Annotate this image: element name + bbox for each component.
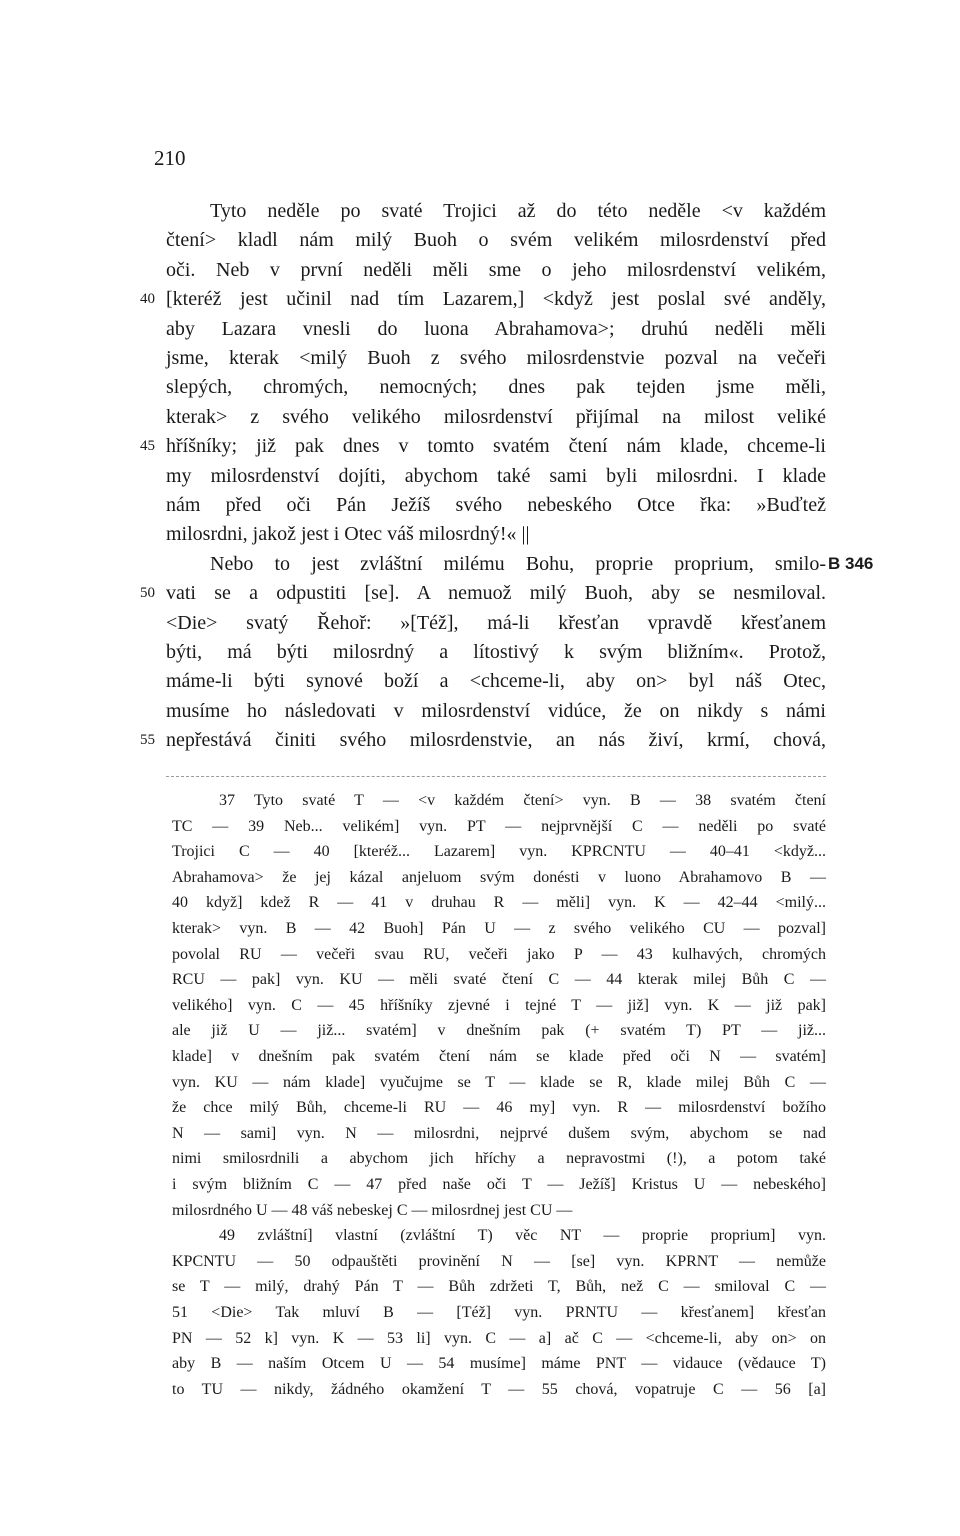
line-number: 40 — [140, 291, 155, 307]
footnote-line: 51 <Die> Tak mluví B — [Též] vyn. PRNTU — křesťanem] křesťan — [172, 1304, 826, 1321]
text-line: Tyto neděle po svaté Trojici až do této neděle <v každém — [210, 200, 826, 222]
footnote-line: i svým bližním C — 47 před naše oči T — Ježíš] Kristus U — nebeského] — [172, 1176, 826, 1193]
text-line: slepých, chromých, nemocných; dnes pak tejden jsme měli, — [166, 376, 826, 398]
text-line: čtení> kladl nám milý Buoh o svém velikém milosrdenství před — [166, 229, 826, 251]
footnote-line: se T — milý, drahý Pán T — Bůh zdržeti T, Bůh, než C — smiloval C — — [172, 1278, 826, 1295]
text-line: jsme, kterak <milý Buoh z svého milosrdenstvie pozval na večeři — [166, 347, 826, 369]
footnote-line: Trojici C — 40 [kteréž... Lazarem] vyn. KPRCNTU — 40–41 <když... — [172, 843, 826, 860]
line-number: 50 — [140, 585, 155, 601]
footnote-rule — [166, 776, 826, 777]
text-line: <Die> svatý Řehoř: »[Též], má-li křesťan vpravdě křesťanem — [166, 612, 826, 634]
text-line: hříšníky; již pak dnes v tomto svatém čtení nám klade, chceme-li — [166, 435, 826, 457]
text-line: Nebo to jest zvláštní milému Bohu, proprie proprium, smilo- — [210, 553, 826, 575]
footnote-line: nimi smilosrdnili a abychom jich hříchy a nepravostmi (!), a potom také — [172, 1150, 826, 1167]
text-line: máme-li býti synové boží a <chceme-li, aby on> byl náš Otec, — [166, 670, 826, 692]
margin-reference: B 346 — [828, 554, 874, 573]
footnote-line: klade] v dnešním pak svatém čtení nám se klade před oči N — svatém] — [172, 1048, 826, 1065]
text-line: musíme ho následovati v milosrdenství vidúce, že on nikdy s námi — [166, 700, 826, 722]
footnote-line: 37 Tyto svaté T — <v každém čtení> vyn. B — 38 svatém čtení — [219, 792, 826, 809]
footnote-line: že chce milý Bůh, chceme-li RU — 46 my] vyn. R — milosrdenství božího — [172, 1099, 826, 1116]
text-line: aby Lazara vnesli do luona Abrahamova>; druhú neděli měli — [166, 318, 826, 340]
footnote-line: N — sami] vyn. N — milosrdni, nejprvé dušem svým, abychom se nad — [172, 1125, 826, 1142]
footnote-line: Abrahamova> že jej kázal anjeluom svým donésti v luono Abrahamovo B — — [172, 869, 826, 886]
footnote-line: kterak> vyn. B — 42 Buoh] Pán U — z svého velikého CU — pozval] — [172, 920, 826, 937]
text-line: kterak> z svého velikého milosrdenství přijímal na milost veliké — [166, 406, 826, 428]
footnote-line: RCU — pak] vyn. KU — měli svaté čtení C — 44 kterak milej Bůh C — — [172, 971, 826, 988]
footnote-line: ale již U — již... svatém] v dnešním pak (+ svatém T) PT — již... — [172, 1022, 826, 1039]
footnote-line: aby B — naším Otcem U — 54 musíme] máme PNT — vidauce (vědauce T) — [172, 1355, 826, 1372]
footnote-line: TC — 39 Neb... velikém] vyn. PT — nejprvnější C — neděli po svaté — [172, 818, 826, 835]
text-line: oči. Neb v první neděli měli sme o jeho milosrdenství velikém, — [166, 259, 826, 281]
line-number: 55 — [140, 732, 155, 748]
text-line: býti, má býti milosrdný a lítostivý k svým bližním«. Protož, — [166, 641, 826, 663]
text-line: vati se a odpustiti [se]. A nemuož milý Buoh, aby se nesmiloval. — [166, 582, 826, 604]
footnote-line: 40 když] kdež R — 41 v druhau R — měli] vyn. K — 42–44 <milý... — [172, 894, 826, 911]
footnote-line: to TU — nikdy, žádného okamžení T — 55 chová, vopatruje C — 56 [a] — [172, 1381, 826, 1398]
page-number: 210 — [154, 146, 186, 170]
footnote-line: PN — 52 k] vyn. K — 53 li] vyn. C — a] ač C — <chceme-li, aby on> on — [172, 1330, 826, 1347]
footnote-line: vyn. KU — nám klade] vyučujme se T — klade se R, klade milej Bůh C — — [172, 1074, 826, 1091]
footnote-line: velikého] vyn. C — 45 hříšníky zjevné i tejné T — již] vyn. K — již pak] — [172, 997, 826, 1014]
text-line: nepřestává činiti svého milosrdenstvie, an nás živí, krmí, chová, — [166, 729, 826, 751]
text-line: nám před oči Pán Ježíš svého nebeského Otce řka: »Buďtež — [166, 494, 826, 516]
text-line: my milosrdenství dojíti, abychom také sami byli milosrdni. I klade — [166, 465, 826, 487]
footnote-line: 49 zvláštní] vlastní (zvláštní T) věc NT — proprie proprium] vyn. — [219, 1227, 826, 1244]
line-number: 45 — [140, 438, 155, 454]
text-line: [kteréž jest učinil nad tím Lazarem,] <když jest poslal své anděly, — [166, 288, 826, 310]
footnote-line: milosrdného U — 48 váš nebeskej C — milosrdnej jest CU — — [172, 1202, 573, 1219]
text-line: milosrdni, jakož jest i Otec váš milosrdný!« || — [166, 523, 530, 545]
footnote-line: povolal RU — večeři svau RU, večeři jako P — 43 kulhavých, chromých — [172, 946, 826, 963]
footnote-line: KPCNTU — 50 odpauštěti provinění N — [se] vyn. KPRNT — nemůže — [172, 1253, 826, 1270]
